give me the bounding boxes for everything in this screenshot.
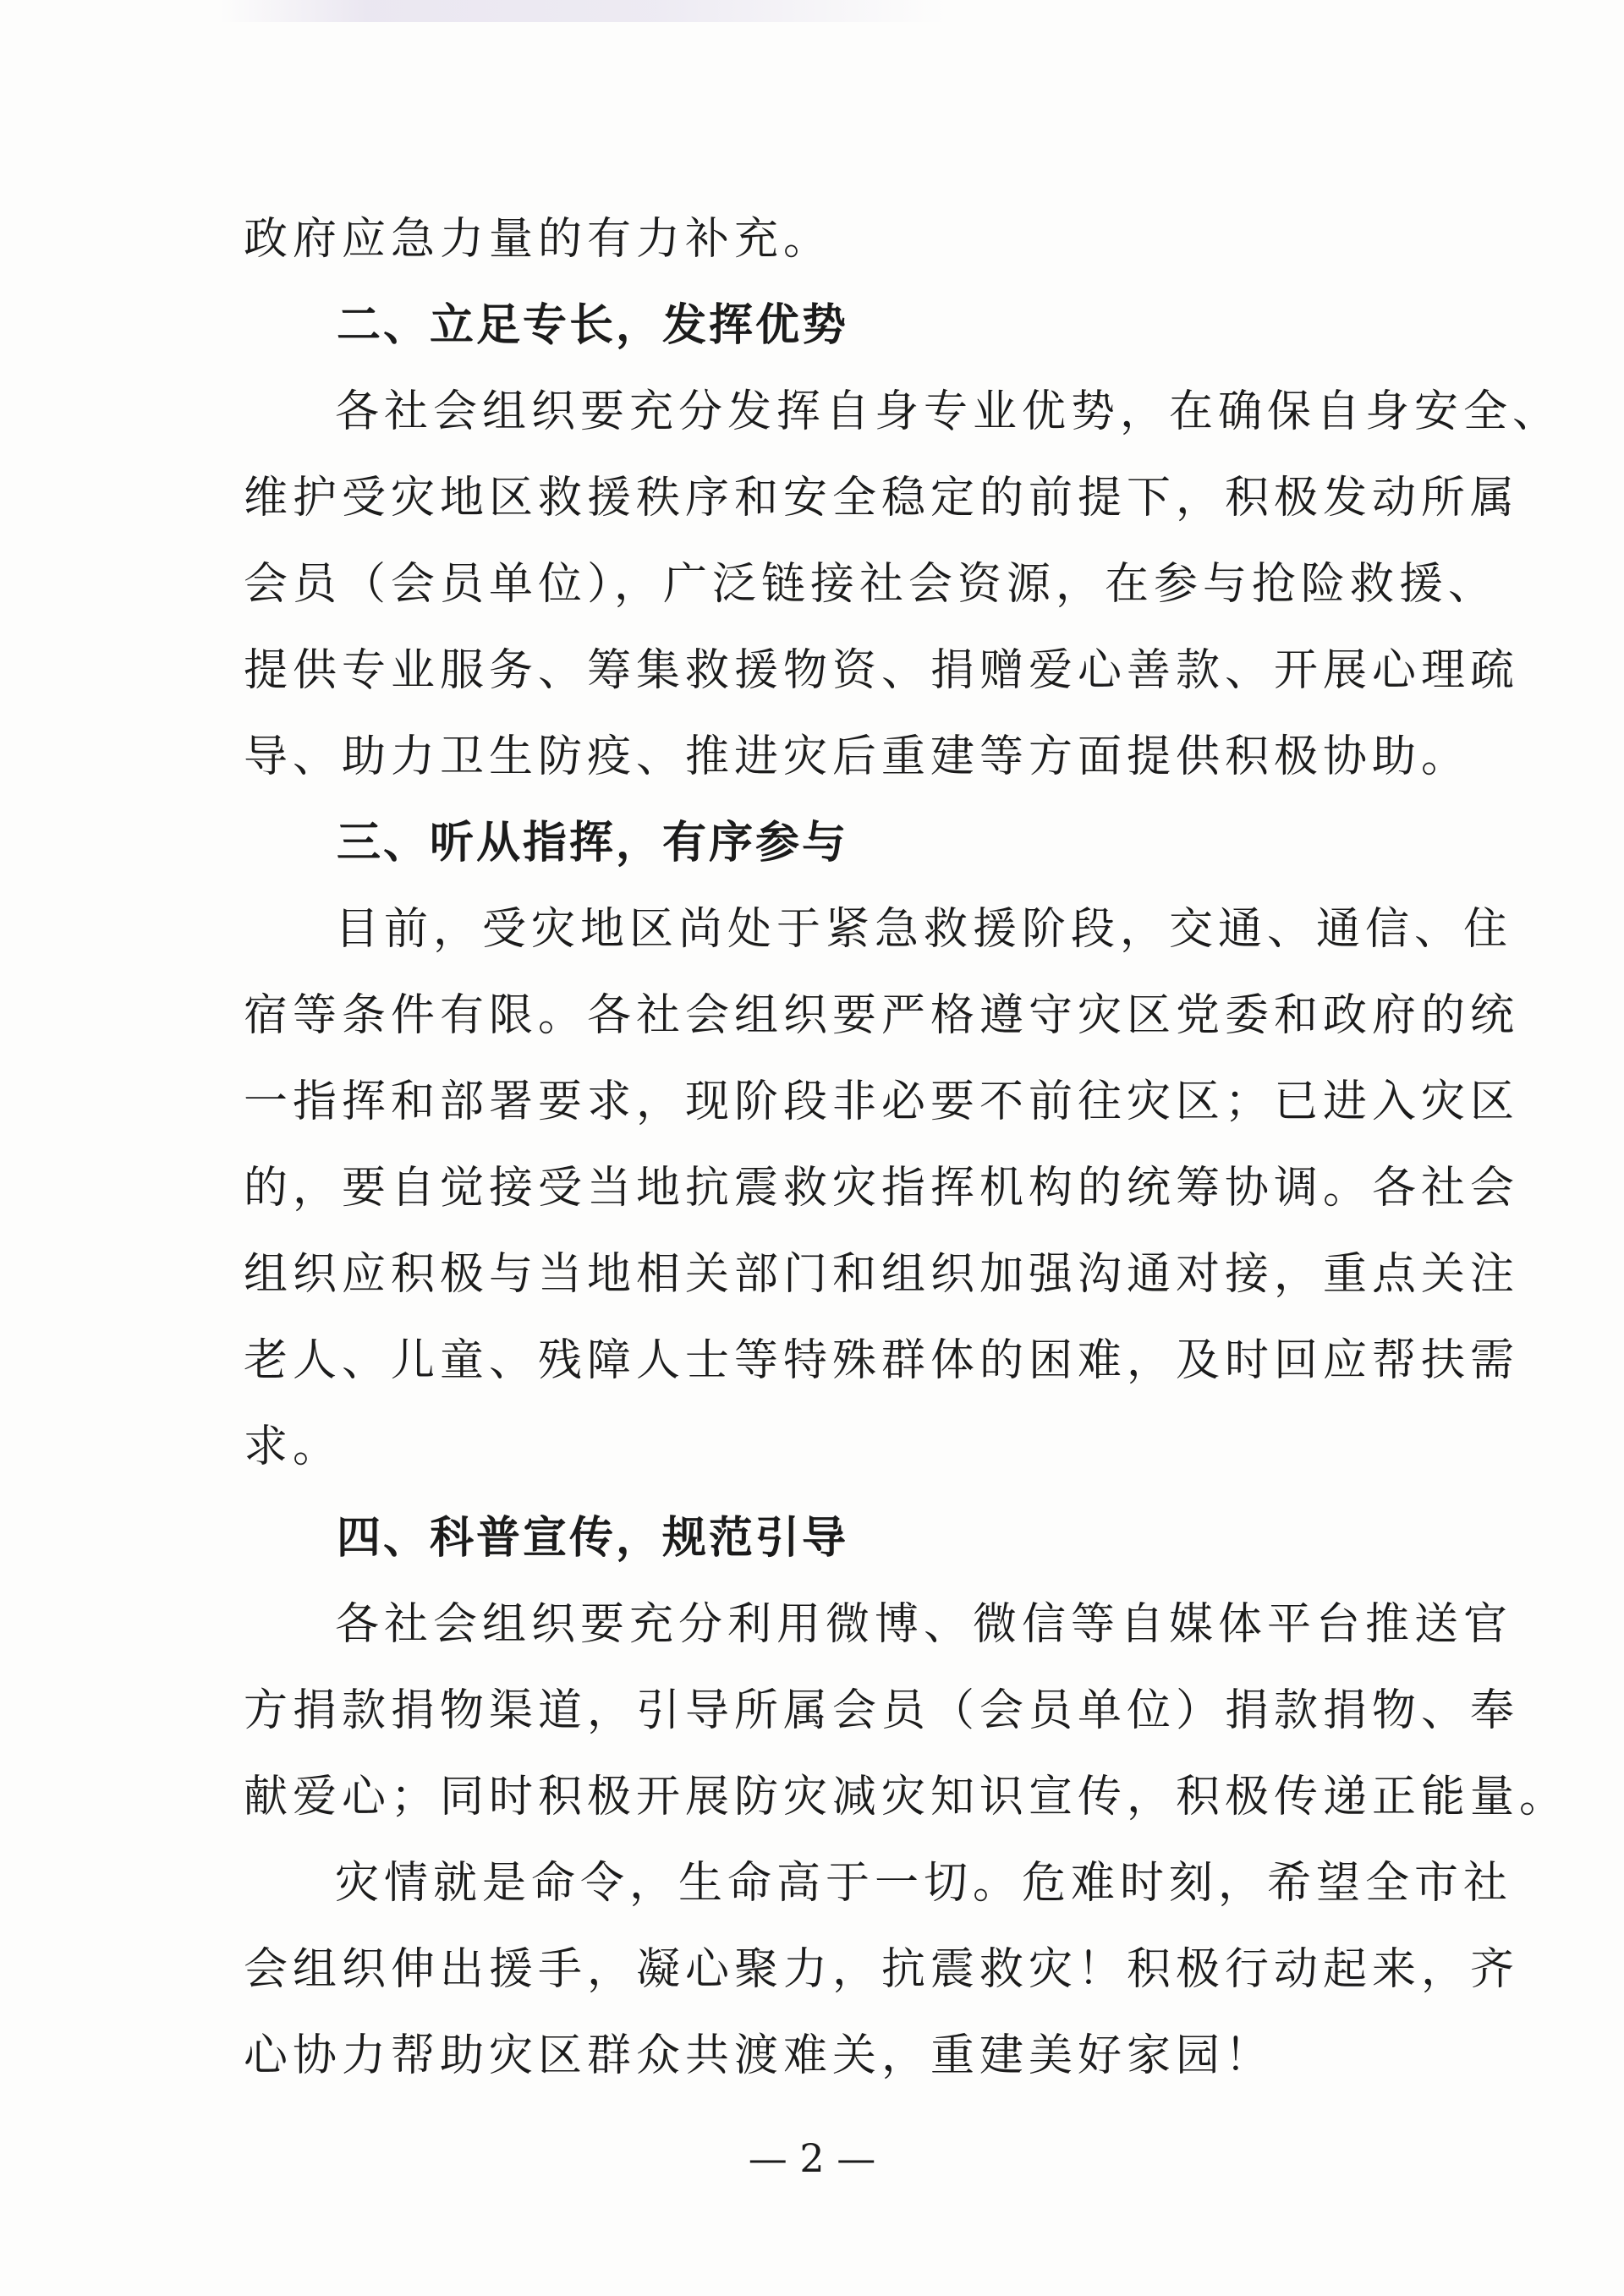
section-heading-2: 二、立足专长，发挥优势 (337, 300, 849, 351)
paragraph-line: 目前，受灾地区尚处于紧急救援阶段，交通、通信、住 (335, 904, 1513, 955)
document-body (244, 196, 1569, 2099)
paragraph-line: 组织应积极与当地相关部门和组织加强沟通对接，重点关注 (244, 1249, 1520, 1300)
paragraph-line: 灾情就是命令，生命高于一切。危难时刻，希望全市社 (335, 1858, 1513, 1909)
section-heading-4: 四、科普宣传，规范引导 (337, 1513, 849, 1564)
paragraph-line: 宿等条件有限。各社会组织要严格遵守灾区党委和政府的统 (244, 990, 1520, 1041)
paragraph-line: 维护受灾地区救援秩序和安全稳定的前提下，积极发动所属 (244, 473, 1520, 523)
paragraph-line: 会员（会员单位），广泛链接社会资源，在参与抢险救援、 (244, 559, 1498, 610)
paragraph-line: 一指挥和部署要求，现阶段非必要不前往灾区；已进入灾区 (244, 1077, 1520, 1127)
paragraph-line: 献爱心；同时积极开展防灾减灾知识宣传，积极传递正能量。 (244, 1772, 1569, 1822)
paragraph-line: 各社会组织要充分发挥自身专业优势，在确保自身安全、 (335, 386, 1562, 437)
section-heading-3: 三、听从指挥，有序参与 (337, 818, 849, 869)
paragraph-line: 的，要自觉接受当地抗震救灾指挥机构的统筹协调。各社会 (244, 1163, 1520, 1214)
paragraph-line: 各社会组织要充分利用微博、微信等自媒体平台推送官 (335, 1599, 1513, 1650)
page-number: — 2 — (748, 2135, 876, 2181)
paragraph-line: 求。 (244, 1422, 343, 1472)
paragraph-line: 政府应急力量的有力补充。 (244, 214, 833, 265)
paragraph-line: 老人、儿童、残障人士等特殊群体的困难，及时回应帮扶需 (244, 1335, 1520, 1386)
paragraph-line: 导、助力卫生防疫、推进灾后重建等方面提供积极协助。 (244, 732, 1471, 782)
scan-edge-mark (220, 0, 947, 22)
paragraph-line: 方捐款捐物渠道，引导所属会员（会员单位）捐款捐物、奉 (244, 1685, 1520, 1736)
paragraph-line: 会组织伸出援手，凝心聚力，抗震救灾！积极行动起来，齐 (244, 1944, 1520, 1995)
paragraph-line: 心协力帮助灾区群众共渡难关，重建美好家园！ (244, 2030, 1275, 2081)
paragraph-line: 提供专业服务、筹集救援物资、捐赠爱心善款、开展心理疏 (244, 645, 1520, 696)
